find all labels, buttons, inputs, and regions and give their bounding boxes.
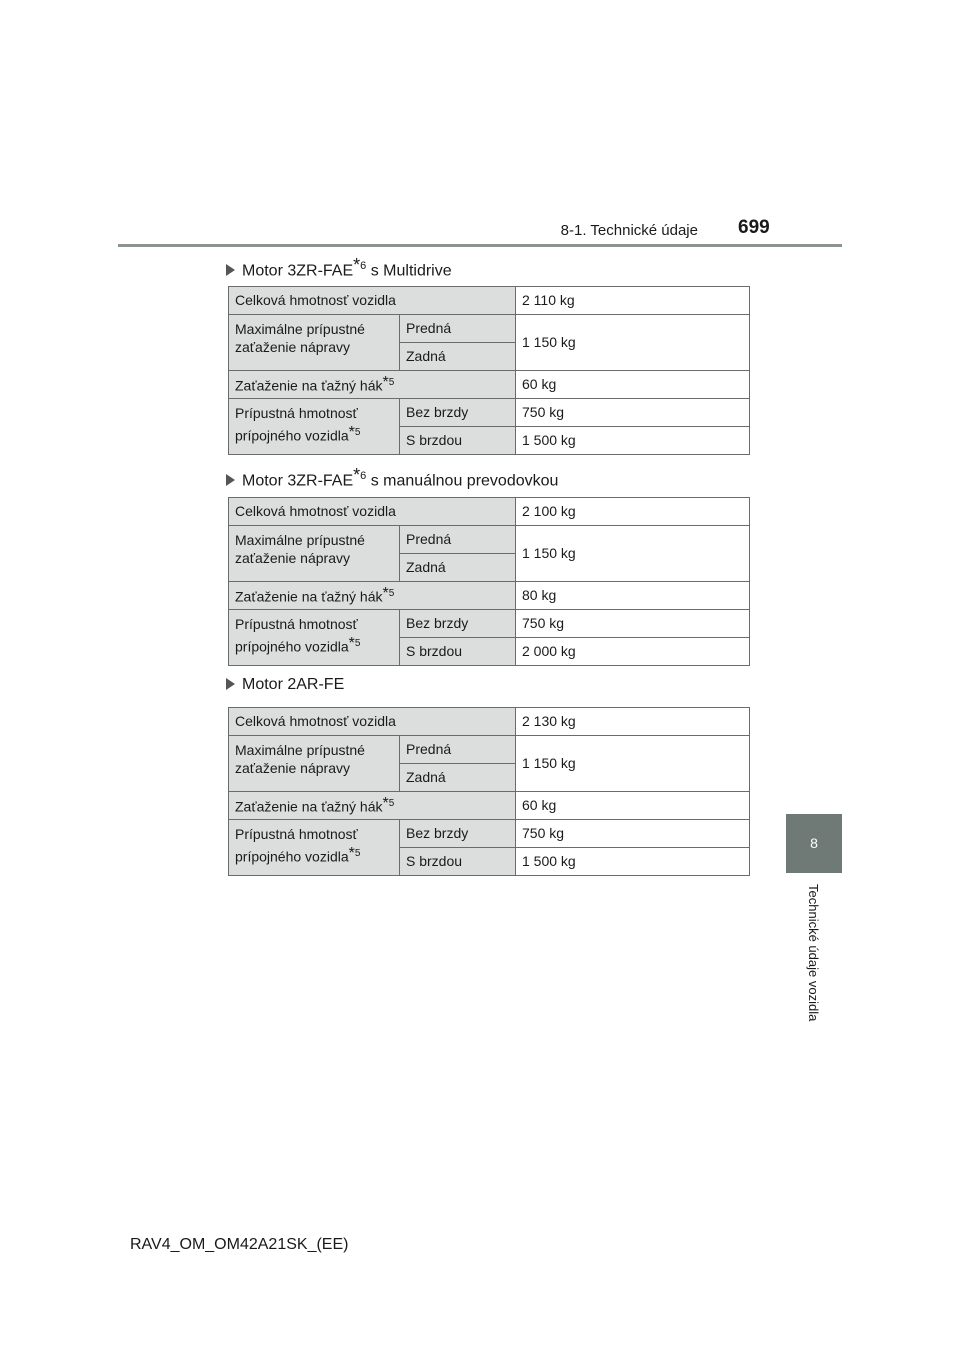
section-heading-3: Motor 2AR-FE [226, 676, 344, 694]
unbraked-value: 750 kg [516, 610, 750, 638]
trailer-weight-label: Prípustná hmotnosť prípojného vozidla$^{*5}$ [229, 610, 400, 666]
spec-table-3 [228, 707, 750, 876]
table-row [229, 820, 750, 848]
table-row [229, 582, 750, 610]
braked-value: 1 500 kg [516, 427, 750, 455]
table-row [229, 792, 750, 820]
braked-label: S brzdou [400, 848, 516, 876]
table-row [229, 287, 750, 315]
hitch-load-label: Zaťaženie na ťažný hák$^{*5}$ [229, 582, 516, 610]
total-weight-label: Celková hmotnosť vozidla [229, 708, 516, 736]
table-row [229, 498, 750, 526]
trailer-weight-label: Prípustná hmotnosť prípojného vozidla$^{*5}$ [229, 820, 400, 876]
braked-label: S brzdou [400, 638, 516, 666]
front-axle-label: Predná [400, 315, 516, 343]
triangle-bullet-icon [226, 474, 235, 486]
total-weight-value: 2 100 kg [516, 498, 750, 526]
braked-value: 2 000 kg [516, 638, 750, 666]
unbraked-label: Bez brzdy [400, 610, 516, 638]
axle-load-value: 1 150 kg [516, 315, 750, 371]
chapter-label: Technické údaje vozidla [806, 884, 821, 1022]
total-weight-label: Celková hmotnosť vozidla [229, 287, 516, 315]
trailer-weight-label: Prípustná hmotnosť prípojného vozidla$^{*5}$ [229, 399, 400, 455]
braked-value: 1 500 kg [516, 848, 750, 876]
table-row [229, 399, 750, 427]
table-row [229, 315, 750, 343]
unbraked-label: Bez brzdy [400, 820, 516, 848]
section-heading-2: Motor 3ZR-FAE$^{*6}$ s manuálnou prevodovkou [226, 465, 558, 490]
triangle-bullet-icon [226, 264, 235, 276]
total-weight-label: Celková hmotnosť vozidla [229, 498, 516, 526]
page-number: 699 [738, 217, 770, 238]
axle-load-value: 1 150 kg [516, 736, 750, 792]
table-row [229, 736, 750, 764]
axle-load-value: 1 150 kg [516, 526, 750, 582]
section-heading-1: Motor 3ZR-FAE$^{*6}$ s Multidrive [226, 255, 452, 280]
unbraked-value: 750 kg [516, 820, 750, 848]
hitch-load-value: 80 kg [516, 582, 750, 610]
axle-load-label: Maximálne prípustné zaťaženie nápravy [229, 526, 400, 582]
hitch-load-value: 60 kg [516, 371, 750, 399]
document-code: RAV4_OM_OM42A21SK_(EE) [130, 1236, 349, 1253]
axle-load-label: Maximálne prípustné zaťaženie nápravy [229, 315, 400, 371]
rear-axle-label: Zadná [400, 554, 516, 582]
spec-table-2 [228, 497, 750, 666]
spec-table-1 [228, 286, 750, 455]
front-axle-label: Predná [400, 736, 516, 764]
total-weight-value: 2 130 kg [516, 708, 750, 736]
table-row [229, 610, 750, 638]
chapter-tab[interactable]: 8 [786, 814, 842, 873]
unbraked-value: 750 kg [516, 399, 750, 427]
braked-label: S brzdou [400, 427, 516, 455]
rear-axle-label: Zadná [400, 343, 516, 371]
header-rule [118, 244, 842, 247]
hitch-load-label: Zaťaženie na ťažný hák$^{*5}$ [229, 792, 516, 820]
unbraked-label: Bez brzdy [400, 399, 516, 427]
rear-axle-label: Zadná [400, 764, 516, 792]
hitch-load-label: Zaťaženie na ťažný hák$^{*5}$ [229, 371, 516, 399]
hitch-load-value: 60 kg [516, 792, 750, 820]
axle-load-label: Maximálne prípustné zaťaženie nápravy [229, 736, 400, 792]
triangle-bullet-icon [226, 678, 235, 690]
front-axle-label: Predná [400, 526, 516, 554]
total-weight-value: 2 110 kg [516, 287, 750, 315]
section-title: 8-1. Technické údaje [560, 222, 698, 239]
table-row [229, 526, 750, 554]
table-row [229, 371, 750, 399]
table-row [229, 708, 750, 736]
